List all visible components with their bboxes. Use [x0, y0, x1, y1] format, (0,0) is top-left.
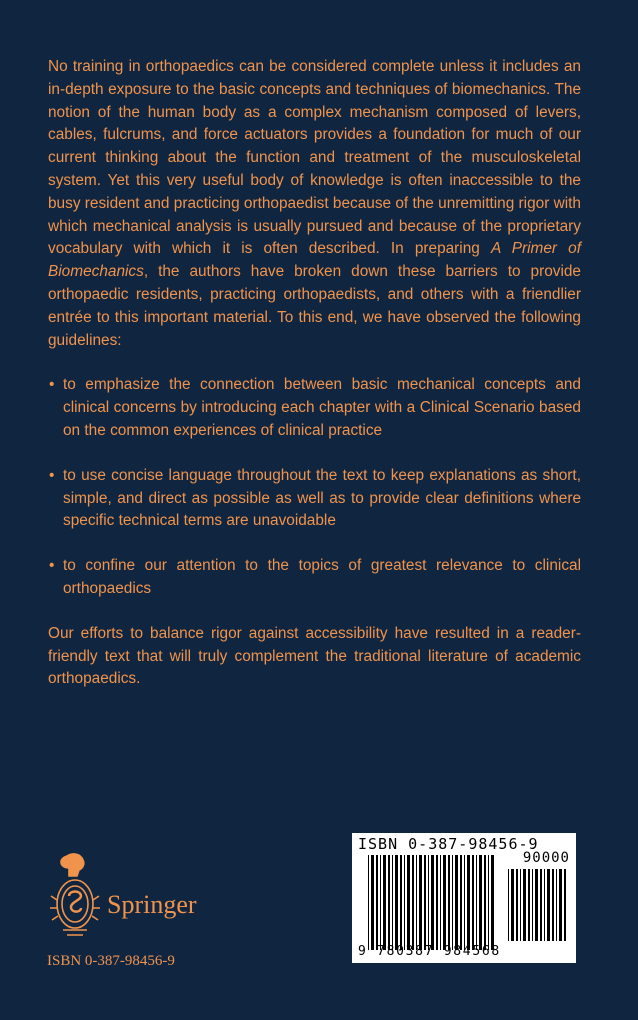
barcode-bar — [540, 869, 542, 941]
barcode-bar — [564, 869, 566, 941]
book-title: A Primer of Biomechanics — [48, 240, 581, 281]
barcode-bar — [368, 855, 369, 950]
barcode-bar — [452, 855, 453, 950]
intro-paragraph — [48, 56, 581, 352]
barcode-bar — [547, 869, 550, 941]
guideline-item — [48, 374, 581, 442]
isbn-footer: ISBN 0-387-98456-9 — [47, 953, 175, 969]
barcode-bar — [511, 869, 514, 941]
barcode-bar — [484, 855, 486, 950]
bullet-icon: • — [49, 466, 55, 484]
barcode-bar — [488, 855, 489, 950]
barcode-bar — [380, 855, 381, 950]
barcode-bar — [479, 855, 482, 950]
bullet-icon: • — [49, 557, 55, 575]
barcode-bar — [556, 869, 557, 941]
barcode-bar — [392, 855, 393, 950]
intro-text-part1: No training in orthopaedics can be considered complete unless it includes an in-depth exposure to the basic concepts and techniques of biomechanics. The notion of the human body as a complex mechanism composed of levers, cables, fulcrums, and force actuators provides a foundation for much of our current thinking about the function and treatment of the musculoskeletal system. Yet this very useful body of knowledge is often inaccessible to the busy resident and practicing orthopaedist because of the unremitting rigor with which mechanical analysis is usually pursued and because of the proprietary vocabulary with which it is often described. In preparing — [48, 58, 581, 258]
barcode-bar — [412, 855, 414, 950]
barcode-bar — [523, 869, 526, 941]
knight-chess-piece-icon — [47, 850, 103, 940]
barcode-bar — [460, 855, 462, 950]
guideline-text: to use concise language throughout the text to keep explanations as short, simple, and direct as possible as well as to provide clear definitions where specific technical terms are unavoidable — [63, 466, 581, 530]
barcode-addon-digits: 90000 — [522, 850, 570, 866]
barcode-bar — [464, 855, 465, 950]
bullet-icon: • — [49, 376, 55, 394]
barcode-bar — [559, 869, 562, 941]
barcode-bar — [476, 855, 477, 950]
guidelines-list — [48, 374, 581, 600]
barcode-bar — [552, 869, 554, 941]
intro-text-part2: , the authors have broken down these barriers to provide orthopaedic residents, practicing orthopaedists, and others with a friendlier entrée to this important material. To this end, we have observed the following guidelines: — [48, 263, 581, 349]
guideline-text: to emphasize the connection between basic mechanical concepts and clinical concerns by introducing each chapter with a Clinical Scenario based on the common experiences of clinical practice — [63, 376, 581, 439]
barcode-isbn-label: ISBN 0-387-98456-9 — [358, 835, 539, 853]
barcode-bar — [436, 855, 438, 950]
barcode-bar — [467, 855, 470, 950]
barcode-bar — [528, 869, 530, 941]
guideline-item — [48, 465, 581, 533]
barcode-bar — [443, 855, 446, 950]
publisher-name: Springer — [107, 890, 197, 919]
barcode-bar — [508, 869, 509, 941]
barcode-bar — [532, 869, 533, 941]
barcode-bar — [376, 855, 378, 950]
publisher-logo — [45, 850, 225, 940]
barcode-bar — [407, 855, 410, 950]
barcode-bar — [416, 855, 417, 950]
barcode-bar — [455, 855, 458, 950]
ean-barcode-bars — [368, 855, 498, 950]
barcode-bar — [400, 855, 402, 950]
barcode-bar — [431, 855, 434, 950]
barcode-bar — [371, 855, 374, 950]
barcode-bar — [516, 869, 518, 941]
guideline-item — [48, 555, 581, 601]
guideline-text: to confine our attention to the topics of greatest relevance to clinical orthopaedics — [63, 557, 581, 597]
back-cover-blurb — [48, 56, 581, 691]
barcode-block — [352, 833, 576, 963]
barcode-bar — [424, 855, 426, 950]
barcode-bar — [428, 855, 429, 950]
barcode-bar — [440, 855, 441, 950]
barcode-bar — [544, 869, 545, 941]
barcode-bar — [535, 869, 538, 941]
barcode-bar — [388, 855, 390, 950]
barcode-bar — [491, 855, 494, 950]
closing-paragraph: Our efforts to balance rigor against accessibility have resulted in a reader-friendly text that will truly complement the traditional literature of academic orthopaedics. — [48, 624, 581, 688]
addon-barcode-bars — [508, 869, 570, 941]
barcode-bar — [404, 855, 405, 950]
barcode-bar — [383, 855, 386, 950]
barcode-bar — [448, 855, 450, 950]
barcode-bar — [520, 869, 521, 941]
barcode-digits: 9 780387 984568 — [358, 944, 501, 959]
barcode-bar — [419, 855, 422, 950]
barcode-bar — [472, 855, 474, 950]
barcode-bar — [395, 855, 398, 950]
